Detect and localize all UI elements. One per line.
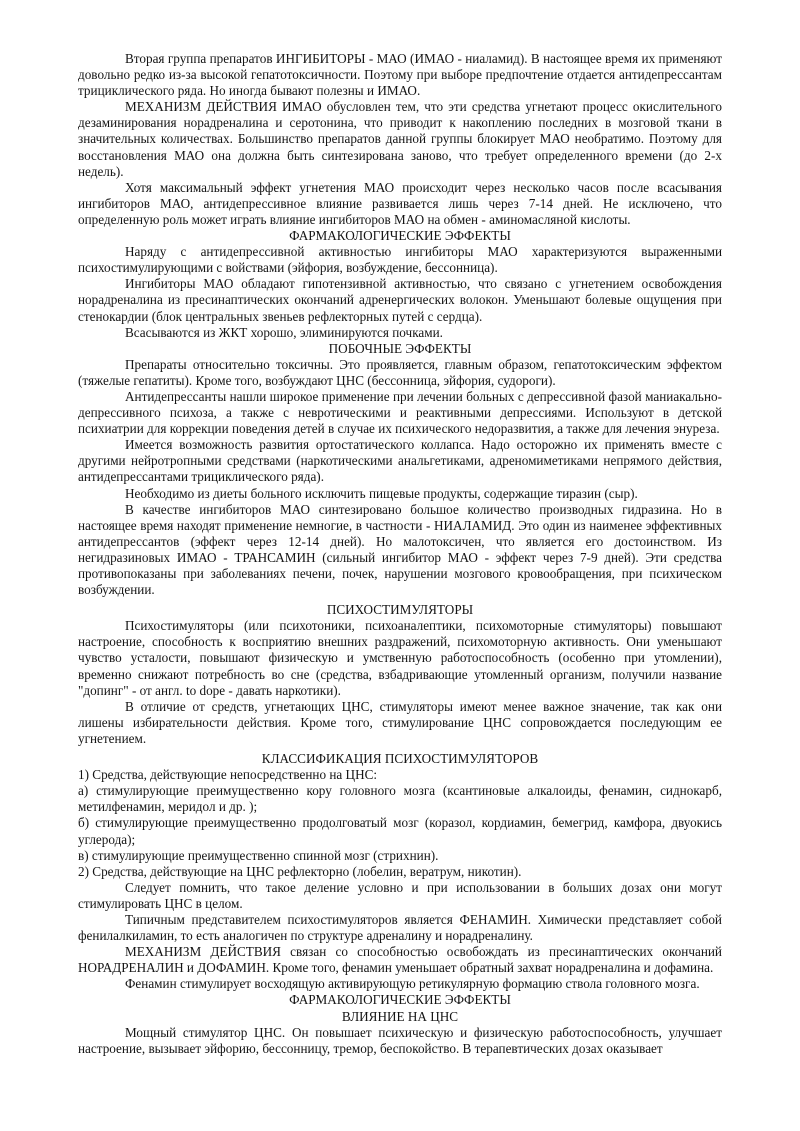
paragraph: Мощный стимулятор ЦНС. Он повышает психическую и физическую работоспособность, улучшает настроение, вызывает эйфорию, бессонницу, тремор, беспокойство. В терапевтических дозах оказывает [78,1024,722,1056]
paragraph: МЕХАНИЗМ ДЕЙСТВИЯ связан со способностью освобождать из пресинаптических окончаний НОРАДРЕНАЛИН и ДОФАМИН. Кроме того, фенамин уменьшает обратный захват норадреналина и дофамина. [78,944,722,976]
paragraph: Наряду с антидепрессивной активностью ингибиторы МАО характеризуются выраженными психостимулирующими с войствами (эйфория, возбуждение, бессонница). [78,244,722,276]
paragraph: Антидепрессанты нашли широкое применение при лечении больных с депрессивной фазой маниакально-депрессивного психоза, а также с невротическими и реактивными депрессиями. Используют в детской психиатрии для коррекции поведения детей в случае их психического недоразвития, а также для лечения энуреза. [78,388,722,437]
section-heading: ПСИХОСТИМУЛЯТОРЫ [326,602,474,618]
paragraph: Типичным представителем психостимуляторов является ФЕНАМИН. Химически представляет собой фенилалкиламин, то есть аналогичен по структуре адреналину и норадреналину. [78,911,722,944]
list-item: б) стимулирующие преимущественно продолговатый мозг (коразол, кордиамин, бемегрид, камфора, двуокись углерода); [78,815,722,847]
paragraph: МЕХАНИЗМ ДЕЙСТВИЯ ИМАО обусловлен тем, что эти средства угнетают процесс окислительного дезаминирования норадреналина и серотонина, что приводит к накоплению последних в мозговой ткани в значительных количествах. Большинство препаратов данной группы блокирует МАО необратимо. Поэтому для восстановления МАО она должна быть синтезирована заново, что требует определенного времени (до 2-х недель). [78,99,722,179]
paragraph: Хотя максимальный эффект угнетения МАО происходит через несколько часов после всасывания ингибиторов МАО, антидепрессивное влияние развивается лишь через 7-14 дней. Не исключено, что определенную роль может играть влияние ингибиторов МАО на обмен - аминомасляной кислоты. [78,179,722,227]
paragraph: Следует помнить, что такое деление условно и при использовании в больших дозах они могут стимулировать ЦНС в целом. [78,879,722,911]
list-item: 2) Средства, действующие на ЦНС рефлекторно (лобелин, вератрум, никотин). [78,863,522,879]
section-heading: ВЛИЯНИЕ НА ЦНС [341,1008,459,1024]
paragraph: В отличие от средств, угнетающих ЦНС, стимуляторы имеют менее важное значение, так как они лишены избирательности действия. Кроме того, стимулирование ЦНС сопровождается последующим ее угнетением. [78,698,722,746]
section-heading: ПОБОЧНЫЕ ЭФФЕКТЫ [328,340,472,356]
list-item: а) стимулирующие преимущественно кору головного мозга (ксантиновые алкалоиды, фенамин, сиднокарб, метилфенамин, меридол и др. ); [78,783,722,815]
paragraph: Имеется возможность развития ортостатического коллапса. Надо осторожно их применять вместе с другими нейротропными средствами (наркотическими анальгетиками, адреномиметиками непрямого действия, антидепрессантами трициклического ряда). [78,437,722,485]
paragraph: Фенамин стимулирует восходящую активирующую ретикулярную формацию ствола головного мозга. [125,976,700,992]
section-heading: ФАРМАКОЛОГИЧЕСКИЕ ЭФФЕКТЫ [289,992,511,1008]
list-item: 1) Средства, действующие непосредственно на ЦНС: [78,767,378,783]
list-item: в) стимулирующие преимущественно спинной мозг (стрихнин). [78,847,439,863]
section-heading: КЛАССИФИКАЦИЯ ПСИХОСТИМУЛЯТОРОВ [261,751,539,767]
paragraph: Препараты относительно токсичны. Это проявляется, главным образом, гепатотоксическим эффектом (тяжелые гепатиты). Кроме того, возбуждают ЦНС (бессонница, эйфория, судороги). [78,356,722,388]
paragraph: Вторая группа препаратов ИНГИБИТОРЫ - МАО (ИМАО - ниаламид). В настоящее время их применяют довольно редко из-за высокой гепатотоксичности. Поэтому при выборе предпочтение отдается антидепрессантам трициклического ряда. Но иногда бывают полезны и ИМАО. [78,51,722,99]
paragraph: Ингибиторы МАО обладают гипотензивной активностью, что связано с угнетением освобождения норадреналина из пресинаптических окончаний адренергических волокон. Уменьшают болевые ощущения при стенокардии (блок центральных звеньев рефлекторных путей с сердца). [78,276,722,324]
paragraph: Необходимо из диеты больного исключить пищевые продукты, содержащие тиразин (сыр). [125,485,638,501]
paragraph: В качестве ингибиторов МАО синтезировано большое количество производных гидразина. Но в настоящее время находят применение немногие, в частности - НИАЛАМИД. Это один из наименее эффективных антидепрессантов (эффект через 12-14 дней). Но малотоксичен, что является его достоинством. Из негидразиновых ИМАО - ТРАНСАМИН (сильный ингибитор МАО - эффект через 7-9 дней). Эти средства противопоказаны при заболеваниях печени, почек, нарушении мозгового кровообращения, при психическом возбуждении. [78,501,722,598]
section-heading: ФАРМАКОЛОГИЧЕСКИЕ ЭФФЕКТЫ [289,228,511,244]
paragraph: Всасываются из ЖКТ хорошо, элиминируются почками. [125,324,443,340]
paragraph: Психостимуляторы (или психотоники, психоаналептики, психомоторные стимуляторы) повышают настроение, способность к восприятию внешних раздражений, психомоторную активность. Они уменьшают чувство усталости, повышают физическую и умственную работоспособность (особенно при утомлении), временно снижают потребность во сне (средства, взбадривающие утомленный организм, получили название "допинг" - от англ. to dope - давать наркотики). [78,618,722,698]
